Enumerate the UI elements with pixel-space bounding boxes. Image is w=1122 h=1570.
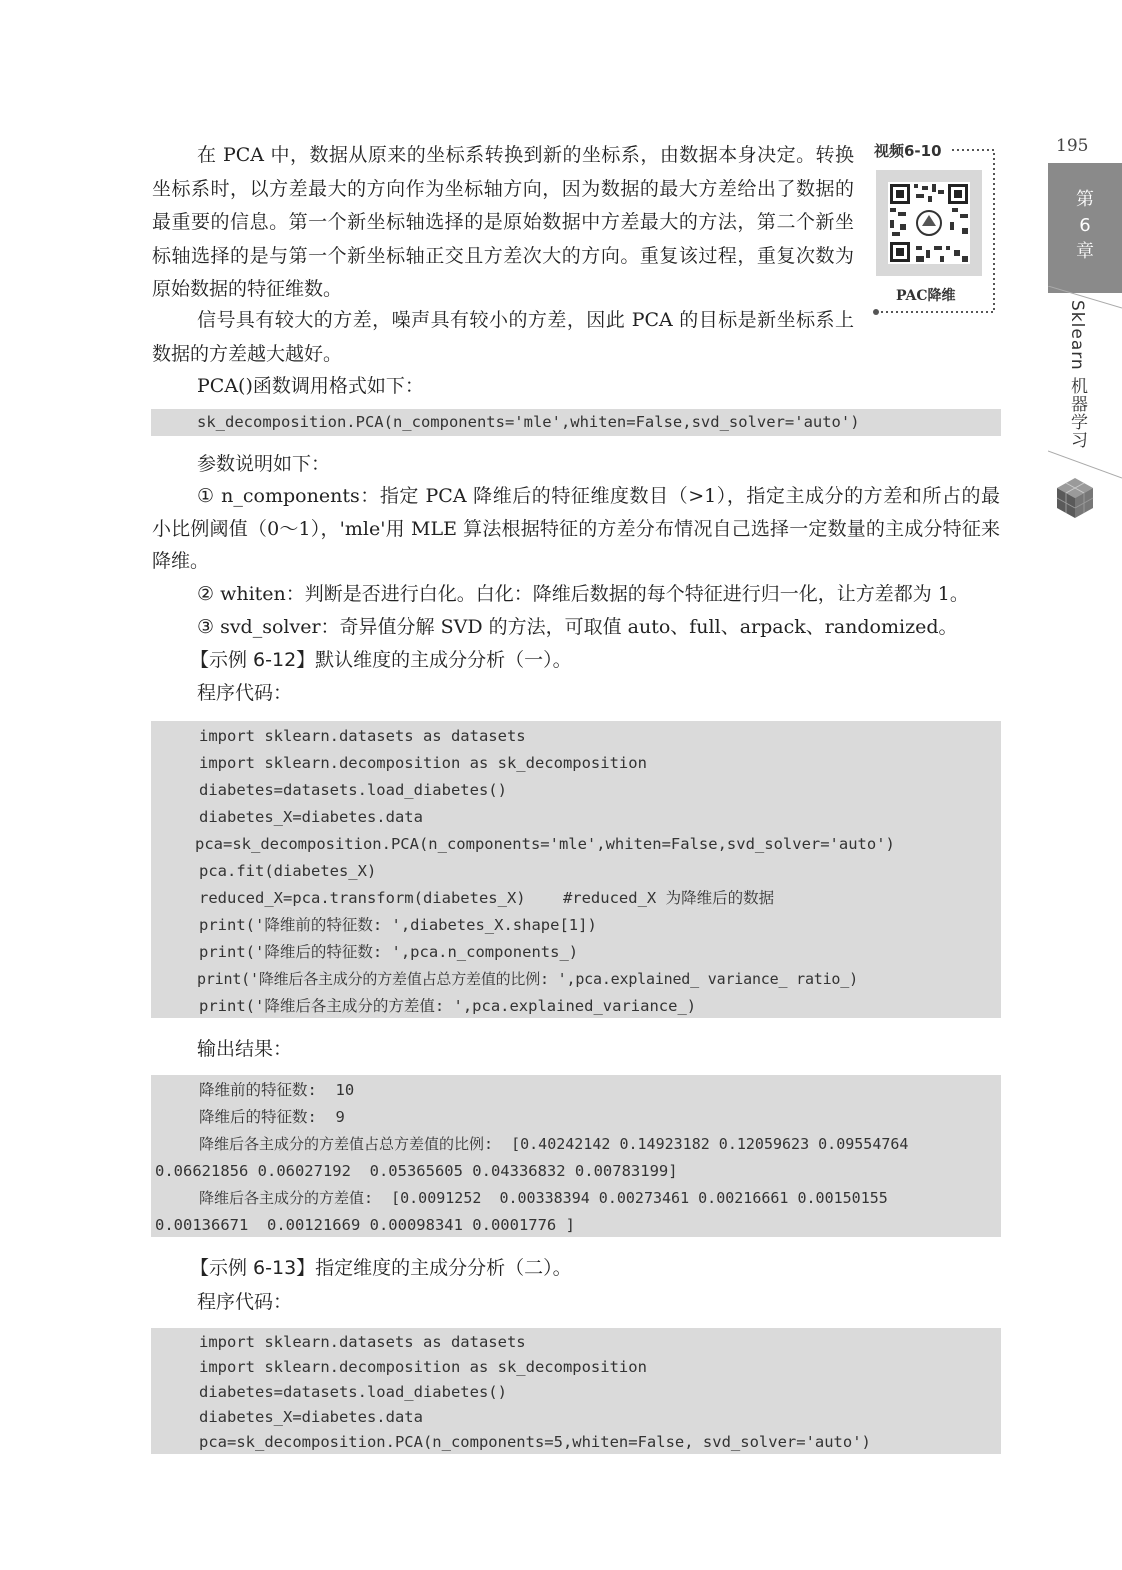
output-line: 降维后的特征数: 9 bbox=[199, 1108, 345, 1126]
chapter-char-2: 6 bbox=[1079, 215, 1091, 236]
code-line: reduced_X=pca.transform(diabetes_X) #reduced_X 为降维后的数据 bbox=[199, 889, 775, 907]
format-code-block bbox=[151, 409, 1001, 436]
param-whiten: ② whiten：判断是否进行白化。白化：降维后数据的每个特征进行归一化，让方差都为 1。 bbox=[197, 583, 969, 605]
cube-icon bbox=[1055, 476, 1095, 520]
code-line: import sklearn.datasets as datasets bbox=[199, 727, 526, 745]
code-line: pca=sk_decomposition.PCA(n_components='mle',whiten=False,svd_solver='auto') bbox=[195, 835, 895, 853]
example-6-13-heading bbox=[190, 1252, 572, 1285]
chapter-char-3: 章 bbox=[1076, 241, 1094, 262]
code-line: diabetes_X=diabetes.data bbox=[199, 808, 423, 826]
output-line: 降维后各主成分的方差值占总方差值的比例: [0.40242142 0.14923182 0.12059623 0.09554764 bbox=[199, 1135, 909, 1153]
example-title: 指定维度的主成分分析（二）。 bbox=[315, 1257, 572, 1279]
side-book-title: Sklearn 机器学习 bbox=[1067, 300, 1087, 450]
code-line: print('降维前的特征数: ',diabetes_X.shape[1]) bbox=[199, 916, 597, 934]
output-line: 0.06621856 0.06027192 0.05365605 0.04336832 0.00783199] bbox=[155, 1162, 678, 1180]
video-label: 视频6-10 bbox=[874, 142, 942, 160]
chapter-char-1: 第 bbox=[1076, 189, 1094, 210]
param-svd-solver: ③ svd_solver：奇异值分解 SVD 的方法，可取值 auto、full、arpack、randomized。 bbox=[197, 616, 958, 638]
example-6-12-heading bbox=[190, 644, 572, 677]
example-6-13-code-block bbox=[151, 1328, 1001, 1454]
code-label: 程序代码： bbox=[197, 682, 293, 704]
code-line: import sklearn.decomposition as sk_decomposition bbox=[199, 754, 647, 772]
qr-code-icon[interactable] bbox=[876, 170, 982, 276]
output-line: 0.00136671 0.00121669 0.00098341 0.0001776 ] bbox=[155, 1216, 575, 1234]
example-6-12-code-block bbox=[151, 721, 1001, 1018]
example-tag: 【示例 6-13】 bbox=[190, 1257, 316, 1279]
params-intro: 参数说明如下： bbox=[197, 453, 331, 475]
output-line: 降维前的特征数: 10 bbox=[199, 1081, 355, 1099]
example-title: 默认维度的主成分分析（一）。 bbox=[315, 649, 572, 671]
code-line: pca.fit(diabetes_X) bbox=[199, 862, 377, 880]
paragraph-pca-intro: 在 PCA 中，数据从原来的坐标系转换到新的坐标系，由数据本身决定。转换坐标系时，以方差最大的方向作为坐标轴方向，因为数据的最大方差给出了数据的最重要的信息。第一个新坐标轴选择的是原始数据中方差最大的方法，第二个新坐标轴选择的是与第一个新坐标轴正交且方差次大的方向。重复该过程，重复次数为原始数据的特征维数。 bbox=[152, 144, 854, 300]
code-line: print('降维后的特征数: ',pca.n_components_) bbox=[199, 943, 579, 961]
paragraph-signal-noise: 信号具有较大的方差，噪声具有较小的方差，因此 PCA 的目标是新坐标系上数据的方差越大越好。 bbox=[152, 309, 854, 365]
example-tag: 【示例 6-12】 bbox=[190, 649, 316, 671]
output-label: 输出结果： bbox=[197, 1038, 293, 1060]
code-line: print('降维后各主成分的方差值: ',pca.explained_variance_) bbox=[199, 997, 697, 1015]
code-line: diabetes=datasets.load_diabetes() bbox=[199, 1383, 507, 1401]
video-caption: PAC降维 bbox=[896, 288, 956, 304]
video-box[interactable] bbox=[870, 140, 998, 316]
code-line: print('降维后各主成分的方差值占总方差值的比例: ',pca.explained_ variance_ ratio_) bbox=[197, 970, 858, 988]
page-number: 195 bbox=[1056, 136, 1089, 156]
code-line: diabetes_X=diabetes.data bbox=[199, 1408, 423, 1426]
code-line: import sklearn.datasets as datasets bbox=[199, 1333, 526, 1351]
code-line: pca=sk_decomposition.PCA(n_components=5,whiten=False, svd_solver='auto') bbox=[199, 1433, 871, 1451]
example-6-12-output-block bbox=[151, 1075, 1001, 1237]
code-label: 程序代码： bbox=[197, 1291, 293, 1313]
format-code-line: sk_decomposition.PCA(n_components='mle',whiten=False,svd_solver='auto') bbox=[197, 413, 860, 431]
code-line: diabetes=datasets.load_diabetes() bbox=[199, 781, 507, 799]
param-n-components: ① n_components：指定 PCA 降维后的特征维度数目（>1），指定主成分的方差和所占的最小比例阈值（0～1），'mle'用 MLE 算法根据特征的方差分布情况自己选择一定数量的主成分特征来降维。 bbox=[152, 485, 1000, 572]
output-line: 降维后各主成分的方差值: [0.0091252 0.00338394 0.00273461 0.00216661 0.00150155 bbox=[199, 1189, 888, 1207]
code-line: import sklearn.decomposition as sk_decomposition bbox=[199, 1358, 647, 1376]
chapter-tab bbox=[1048, 163, 1122, 293]
format-intro: PCA()函数调用格式如下： bbox=[197, 375, 424, 397]
